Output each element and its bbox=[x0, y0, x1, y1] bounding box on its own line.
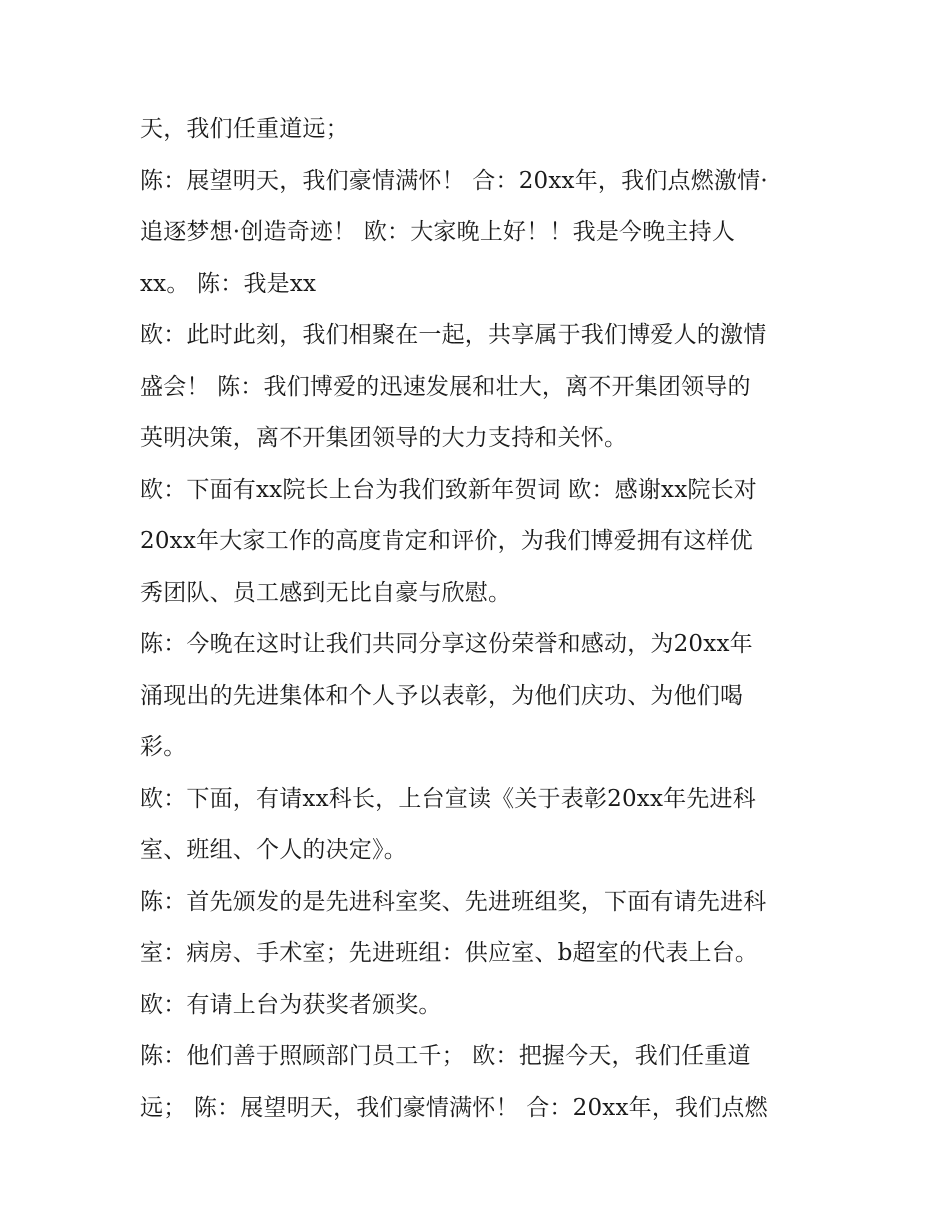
text-line: 陈：展望明天，我们豪情满怀！ 合：20xx年，我们点燃激情· bbox=[140, 167, 768, 194]
text-line: 欧：有请上台为获奖者颁奖。 bbox=[140, 991, 442, 1018]
text-line: 陈：他们善于照顾部门员工千； 欧：把握今天，我们任重道 bbox=[140, 1043, 751, 1069]
text-line: 欧：下面有xx院长上台为我们致新年贺词 欧：感谢xx院长对 bbox=[140, 476, 757, 503]
text-line: 远； 陈：展望明天，我们豪情满怀！ 合：20xx年，我们点燃 bbox=[140, 1094, 768, 1121]
text-line: 室：病房、手术室；先进班组：供应室、b超室的代表上台。 bbox=[140, 940, 759, 966]
text-line: 陈：今晚在这时让我们共同分享这份荣誉和感动，为20xx年 bbox=[140, 631, 753, 657]
text-line: 追逐梦想·创造奇迹！ 欧：大家晚上好！！我是今晚主持人 bbox=[140, 219, 736, 245]
text-line: 彩。 bbox=[140, 734, 187, 760]
text-line: 室、班组、个人的决定》。 bbox=[140, 837, 407, 863]
text-line: 英明决策，离不开集团领导的大力支持和关怀。 bbox=[140, 425, 628, 451]
text-line: 盛会！ 陈：我们博爱的迅速发展和壮大，离不开集团领导的 bbox=[140, 373, 751, 400]
text-line: xx。 陈：我是xx bbox=[140, 270, 317, 297]
text-line: 20xx年大家工作的高度肯定和评价，为我们博爱拥有这样优 bbox=[140, 528, 753, 554]
text-line: 欧：下面，有请xx科长，上台宣读《关于表彰20xx年先进科 bbox=[140, 785, 756, 812]
text-line: 天，我们任重道远； bbox=[140, 116, 349, 142]
text-line: 秀团队、员工感到无比自豪与欣慰。 bbox=[140, 579, 512, 606]
text-line: 欧：此时此刻，我们相聚在一起，共享属于我们博爱人的激情 bbox=[140, 322, 767, 348]
document-body bbox=[140, 104, 820, 1134]
text-line: 陈：首先颁发的是先进科室奖、先进班组奖，下面有请先进科 bbox=[140, 888, 767, 915]
text-line: 涌现出的先进集体和个人予以表彰，为他们庆功、为他们喝 bbox=[140, 682, 744, 709]
